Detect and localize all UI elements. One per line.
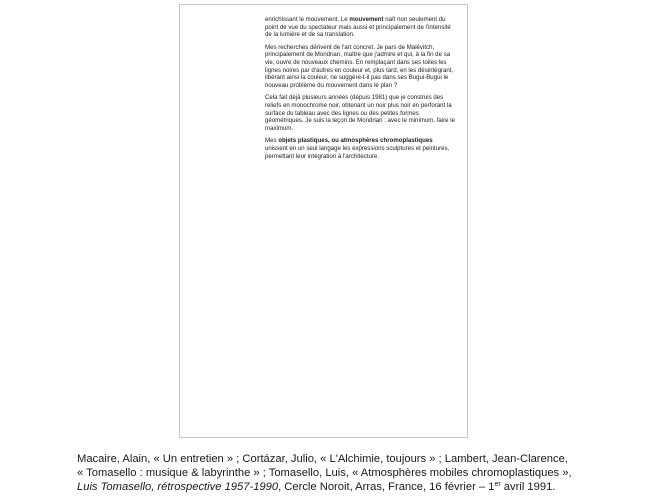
document-paragraph: [265, 16, 455, 39]
text-segment: Mes recherches dérivent de l'art concret. Je pars de Malévitch, principalement de Mondrian, maître que j'admire et qui, à la fin de sa vie, ouvre de nouveaux chemins. En remplaçant dans ses toiles les lignes noires par d'autres en couleur et, plus tard, en les désintégrant, libérant ainsi la couleur, ne suggère-t-il pas dans ses Bugui-Bugui le nouveau problème du mouvement dans le plan ?: [265, 43, 454, 89]
caption-line-3: [77, 480, 637, 494]
bold-text-segment: objets plastiques, ou atmosphères chromoplastiques: [278, 137, 433, 145]
document-page: [179, 4, 468, 438]
caption-line-2: « Tomasello : musique & labyrinthe » ; Tomasello, Luis, « Atmosphères mobiles chromoplastiques »,: [77, 467, 572, 479]
text-segment: Mes: [265, 137, 279, 145]
document-paragraph: [265, 94, 455, 132]
caption-end-date: avril 1991.: [500, 481, 556, 493]
bibliographic-caption: [77, 452, 637, 494]
document-paragraph: [265, 44, 455, 90]
catalogue-title: Luis Tomasello, rétrospective 1957-1990: [77, 481, 279, 493]
document-paragraph: [265, 137, 455, 160]
date-superscript: er: [494, 481, 501, 488]
bold-text-segment: mouvement: [349, 16, 384, 23]
document-text: [265, 16, 455, 165]
caption-publisher-date: , Cercle Noroit, Arras, France, 16 février – 1: [278, 481, 495, 493]
text-segment: enrichissant le mouvement. Le: [265, 16, 350, 23]
text-segment: Cela fait déjà plusieurs années (depuis 1981) que je construis des reliefs en monochrome noir, obtenant un noir plus noir en perforant la surface du tableau avec des lignes ou des petites formes géométriques. Je suis la leçon de Mondrian : avec le minimum, faire le maximum.: [265, 94, 456, 132]
text-segment: unissent en un seul langage les expressions sculptures et peintures, permettant leur intégration à l'architecture.: [265, 144, 450, 160]
text-segment: naît non seulement du point de vue du spectateur mais aussi et principalement de l'intensité de la lumière et de sa translation.: [265, 16, 451, 39]
caption-line-1: Macaire, Alain, « Un entretien » ; Cortázar, Julio, « L'Alchimie, toujours » ; Lambert, Jean-Clarence,: [77, 453, 568, 465]
